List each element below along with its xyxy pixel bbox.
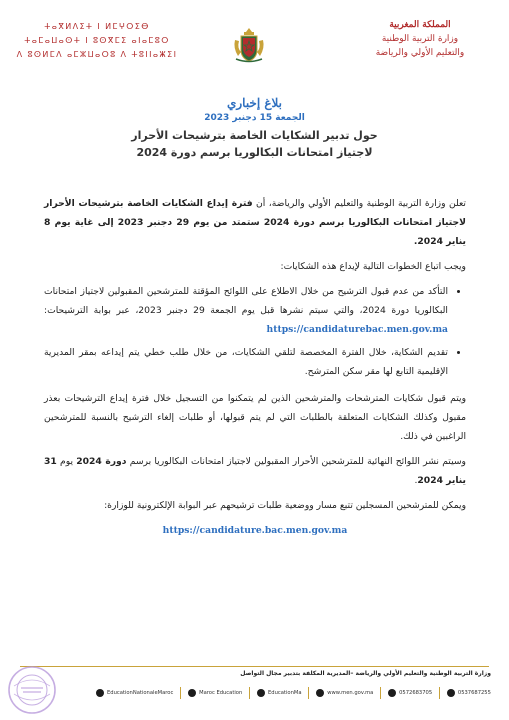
final-lists-paragraph [44, 452, 466, 490]
youtube-icon [257, 689, 265, 697]
final-lists-text: وسيتم نشر اللوائح النهائية للمترشحين الأحرار المقبولين لاجتياز امتحانات البكالوريا برسم [126, 456, 466, 467]
document-body [44, 194, 466, 540]
contact-item [447, 689, 491, 697]
arabic-header [345, 18, 495, 60]
divider [439, 687, 440, 699]
footer-divider [20, 666, 489, 667]
steps-intro: ويجب اتباع الخطوات التالية لإيداع هذه الشكايات: [280, 261, 466, 272]
divider [380, 687, 381, 699]
list-item [44, 282, 448, 339]
intro-text: تعلن وزارة التربية الوطنية والتعليم الأولي والرياضة، أن [252, 198, 466, 209]
subject-heading [0, 127, 509, 161]
ministry-name-line-1: وزارة التربية الوطنية [381, 34, 459, 44]
contact-item[interactable] [257, 689, 301, 697]
contact-label: Maroc Education [199, 690, 243, 696]
contact-item[interactable] [316, 689, 373, 697]
letterhead [0, 8, 509, 72]
contact-label: www.men.gov.ma [327, 690, 374, 696]
globe-icon [316, 689, 324, 697]
acceptance-paragraph: ويتم قبول شكايات المترشحات والمترشحين الذين لم يتمكنوا من التسجيل خلال فترة إيداع الترشيحات بعذر مقبول وكذلك الشكايات المتعلقة بالطلبات التي لم يتم قبولها، أو طلبات إلغاء الترشيح بالنسبة للمترشحين الراغبين في ذلك. [44, 393, 466, 442]
divider [180, 687, 181, 699]
title-block [0, 96, 509, 161]
announcement-date: الجمعة 15 دجنبر 2023 [204, 113, 305, 123]
candidature-portal-link[interactable]: https://candidaturebac.men.gov.ma [266, 324, 448, 335]
tifinagh-header [12, 20, 182, 62]
tifinagh-line-2: ⵜⴰⵎⴰⵡⴰⵙⵜ ⵏ ⵓⵙⴳⵎⵉ ⴰⵏⴰⵎⵓⵔ [24, 36, 170, 45]
contact-label: 0537687255 [457, 690, 491, 696]
tifinagh-line-1: ⵜⴰⴳⵍⴷⵉⵜ ⵏ ⵍⵎⵖⵔⵉⴱ [44, 22, 150, 31]
facebook-icon [96, 689, 104, 697]
step-1-text: التأكد من عدم قبول الترشيح من خلال الاطلاع على اللوائح المؤقتة للمترشحين المقبولين لاجتياز امتحانات البكالوريا دورة 2024، والتي سيتم نشرها قبل يوم الجمعة 29 دجنبر 2023، عبر بوابة الترشيحات: [44, 286, 448, 316]
intro-bold-text: فترة إيداع الشكايات الخاصة بترشيحات الأحرار لاجتياز امتحانات البكالوريا برسم دورة 2024 ستمتد من يوم 29 دجنبر 2023 إلى غاية يوم 8 يناير 2024. [44, 198, 466, 247]
coat-of-arms-emblem [232, 26, 266, 64]
announcement-heading: بلاغ إخباري [226, 96, 283, 110]
contact-item [388, 689, 432, 697]
session-bold: دورة 2024 [76, 456, 127, 467]
footer-organization: وزارة التربية الوطنية والتعليم الأولي والرياضة –المديرية المكلفة بتدبير مجال التواصل [240, 670, 491, 677]
subject-line-1: حول تدبير الشكايات الخاصة بترشيحات الأحرار [131, 129, 378, 142]
intro-paragraph [44, 194, 466, 251]
phone-icon [388, 689, 396, 697]
footer-contacts [96, 686, 491, 700]
contact-label: EducationNationaleMaroc [107, 690, 174, 696]
final-lists-end: . [414, 475, 418, 486]
twitter-icon [188, 689, 196, 697]
contact-label: EducationMa [268, 690, 302, 696]
contact-item[interactable] [96, 689, 173, 697]
final-lists-mid: يوم [56, 456, 77, 467]
final-date-bold: 31 يناير 2024 [44, 456, 466, 486]
step-2-text: تقديم الشكاية، خلال الفترة المخصصة لتلقي الشكايات، من خلال طلب خطي يتم إيداعه بمقر المديرية الإقليمية التابع لها مقر سكن المترشح. [44, 347, 448, 377]
official-stamp [6, 664, 58, 716]
divider [249, 687, 250, 699]
tracking-paragraph: ويمكن للمترشحين المسجلين تتبع مسار ووضعية طلبات ترشيحهم عبر البوابة الإلكترونية للوزارة: [104, 500, 466, 511]
ministry-name-line-2: والتعليم الأولي والرياضة [375, 48, 465, 58]
list-item [44, 343, 448, 381]
contact-item[interactable] [188, 689, 242, 697]
fax-icon [447, 689, 455, 697]
tifinagh-line-3: ⴷ ⵓⵙⵍⵎⴷ ⴰⵎⵣⵡⴰⵔⵓ ⴷ ⵜⵓⵏⵏⴰⵥⵉⵏ [16, 50, 178, 59]
steps-list [44, 282, 466, 381]
contact-label: 0572683705 [399, 690, 433, 696]
subject-line-2: لاجتياز امتحانات البكالوريا برسم دورة 2024 [136, 146, 373, 159]
ministry-portal-link[interactable]: https://candidature.bac.men.gov.ma [162, 525, 348, 536]
divider [308, 687, 309, 699]
kingdom-name: المملكة المغربية [389, 20, 451, 30]
